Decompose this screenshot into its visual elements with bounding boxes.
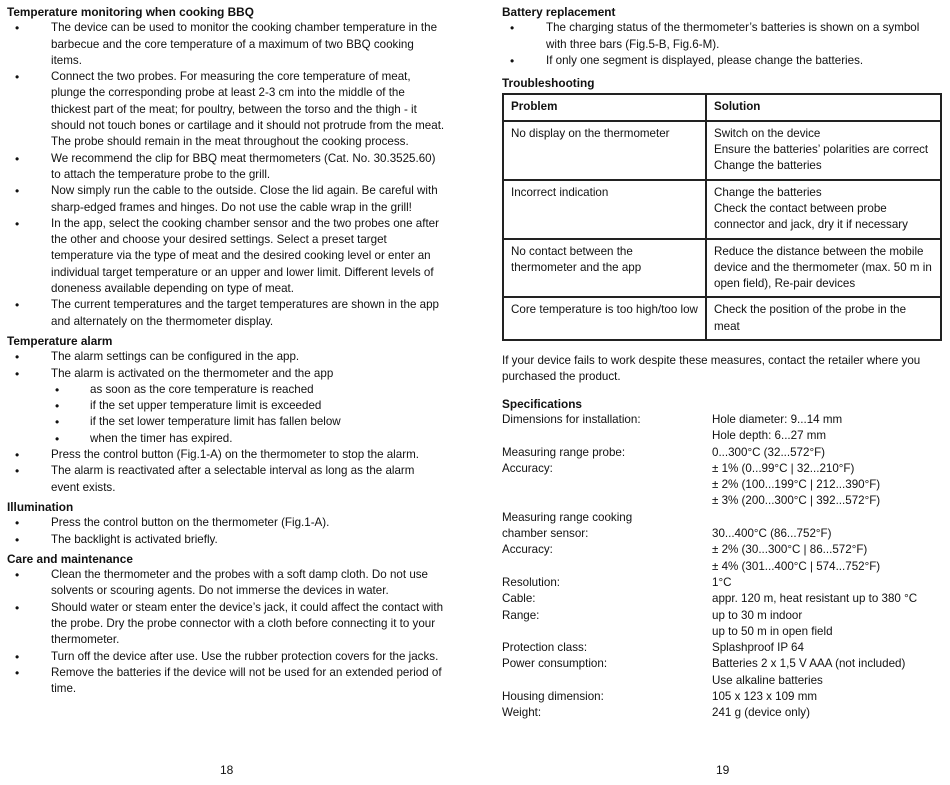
- spec-key: Dimensions for installation:: [502, 412, 641, 426]
- spec-value: Use alkaline batteries: [712, 673, 823, 687]
- spec-row: [502, 445, 942, 461]
- spec-key: Measuring range cooking: [502, 510, 633, 524]
- list-item: • Connect the two probes. For measuring the core temperature of meat, plunge the corresponding probe at least 2-3 cm into the middle of the thickest part of the meat; for poultry, between the torso and the thigh - it should not touch bones or cartilage and it should not protrude from the meat. The probe should remain in the meat throughout the cooking process.: [7, 69, 445, 150]
- spec-key: [502, 559, 712, 575]
- bullet-list: [7, 20, 445, 330]
- spec-key: Power consumption:: [502, 657, 608, 671]
- sub-list-item: • as soon as the core temperature is reached: [7, 382, 445, 398]
- spec-row: [502, 705, 942, 721]
- spec-key: [502, 477, 712, 493]
- spec-key: Accuracy:: [502, 461, 553, 475]
- list-item: • Press the control button (Fig.1-A) on the thermometer to stop the alarm.: [7, 447, 445, 463]
- section-title: Battery replacement: [502, 5, 616, 19]
- list-item: • The current temperatures and the target temperatures are shown in the app and alternately on the thermometer display.: [7, 297, 445, 330]
- spec-row: [502, 428, 942, 444]
- spec-row: [502, 542, 942, 558]
- spec-value: Batteries 2 x 1,5 V AAA (not included): [712, 657, 906, 671]
- retailer-note: If your device fails to work despite these measures, contact the retailer where you purchased the product.: [502, 354, 921, 384]
- spec-key: Range:: [502, 608, 540, 622]
- solution-cell: [706, 121, 941, 180]
- list-item: • In the app, select the cooking chamber sensor and the two probes one after the other and choose your desired settings. Select a preset target temperature via the type of meat and the desired cooking level or enter an individual target temperature or an upper and lower limit. Different levels of doneness available depending on type of meat.: [7, 216, 445, 297]
- spec-value: [712, 510, 942, 526]
- list-item: • Should water or steam enter the device’s jack, it could affect the contact with the probe. Dry the probe connector with a cloth before connecting it to your thermometer.: [7, 600, 445, 649]
- section-temperature-alarm: [7, 333, 445, 496]
- spec-key: Accuracy:: [502, 543, 553, 557]
- spec-value: Hole depth: 6...27 mm: [712, 429, 827, 443]
- spec-value: Hole diameter: 9...14 mm: [712, 412, 843, 426]
- spec-row: [502, 412, 942, 428]
- spec-value: Splashproof IP 64: [712, 641, 804, 655]
- spec-row: [502, 673, 942, 689]
- problem-cell: Incorrect indication: [503, 180, 706, 239]
- problem-cell: No display on the thermometer: [503, 121, 706, 180]
- list-item: • The alarm settings can be configured in the app.: [7, 349, 445, 365]
- spec-row: [502, 591, 942, 607]
- spec-row: [502, 624, 942, 640]
- table-header-row: [503, 94, 941, 120]
- spec-key: Weight:: [502, 706, 542, 720]
- spec-value: 241 g (device only): [712, 706, 810, 720]
- section-title: Specifications: [502, 396, 582, 411]
- section-specifications: [502, 396, 942, 722]
- spec-row: [502, 608, 942, 624]
- spec-key: chamber sensor:: [502, 527, 589, 541]
- list-item: • The alarm is activated on the thermometer and the app: [7, 366, 445, 382]
- spec-value: ± 2% (30...300°C | 86...572°F): [712, 543, 868, 557]
- section-title: Temperature monitoring when cooking BBQ: [7, 5, 254, 19]
- spec-value: 105 x 123 x 109 mm: [712, 689, 818, 703]
- section-illumination: [7, 499, 445, 548]
- list-item: • Remove the batteries if the device will not be used for an extended period of time.: [7, 665, 445, 698]
- list-item: • The alarm is reactivated after a selectable interval as long as the alarm event exists.: [7, 463, 445, 496]
- header-solution: Solution: [706, 94, 941, 120]
- solution-cell: [706, 297, 941, 340]
- list-item: • The backlight is activated briefly.: [7, 532, 445, 548]
- spec-row: [502, 559, 942, 575]
- spec-value: 0...300°C (32...572°F): [712, 445, 826, 459]
- section-temperature-monitoring: [7, 4, 445, 330]
- sub-list-item: • if the set upper temperature limit is exceeded: [7, 398, 445, 414]
- spec-value: up to 50 m in open field: [712, 624, 833, 638]
- sub-list-item: • if the set lower temperature limit has fallen below: [7, 414, 445, 430]
- solution-cell: [706, 239, 941, 298]
- list-item: • Press the control button on the thermometer (Fig.1-A).: [7, 515, 445, 531]
- bullet-list: [7, 515, 445, 548]
- section-battery: [502, 4, 942, 69]
- problem-cell: Core temperature is too high/too low: [503, 297, 706, 340]
- section-title: Care and maintenance: [7, 551, 133, 566]
- spec-list: [502, 412, 942, 722]
- spec-value: ± 1% (0...99°C | 32...210°F): [712, 461, 855, 475]
- spec-row: [502, 477, 942, 493]
- table-row: [503, 239, 941, 298]
- spec-key: [502, 624, 712, 640]
- spec-key: Measuring range probe:: [502, 445, 626, 459]
- spec-key: Protection class:: [502, 641, 588, 655]
- sub-list-item: • when the timer has expired.: [7, 431, 445, 447]
- spec-row: [502, 575, 942, 591]
- spec-row: [502, 656, 942, 672]
- section-title: Illumination: [7, 499, 74, 514]
- solution-line: Reduce the distance between the mobile device and the thermometer (max. 50 m in open field), Re-pair devices: [714, 244, 932, 291]
- left-page: [7, 4, 445, 700]
- spec-row: [502, 510, 942, 526]
- bullet-list: [502, 20, 942, 69]
- list-item: • Clean the thermometer and the probes with a soft damp cloth. Do not use solvents or scouring agents. Do not immerse the devices in water.: [7, 567, 445, 600]
- spec-row: [502, 493, 942, 509]
- page-number-left: 18: [220, 763, 234, 777]
- table-row: [503, 297, 941, 340]
- list-item: • The device can be used to monitor the cooking chamber temperature in the barbecue and the core temperature of a maximum of two BBQ cooking items.: [7, 20, 445, 69]
- solution-line: Change the batteries: [714, 185, 822, 199]
- spec-value: 1°C: [712, 575, 732, 589]
- table-row: [503, 121, 941, 180]
- bullet-list: [7, 349, 445, 496]
- section-title: Troubleshooting: [502, 76, 595, 91]
- spec-key: Housing dimension:: [502, 689, 604, 703]
- spec-value: 30...400°C (86...752°F): [712, 527, 832, 541]
- spec-value: ± 2% (100...199°C | 212...390°F): [712, 478, 881, 492]
- list-item: • Turn off the device after use. Use the rubber protection covers for the jacks.: [7, 649, 445, 665]
- solution-line: Ensure the batteries’ polarities are correct: [714, 143, 929, 157]
- solution-line: Check the position of the probe in the meat: [714, 303, 907, 333]
- list-item: • If only one segment is displayed, please change the batteries.: [502, 53, 942, 69]
- spec-key: [502, 428, 712, 444]
- spec-value: ± 4% (301...400°C | 574...752°F): [712, 559, 881, 573]
- spec-row: [502, 461, 942, 477]
- section-troubleshooting: [502, 75, 942, 341]
- problem-cell: No contact between the thermometer and the app: [503, 239, 706, 298]
- spec-key: [502, 673, 712, 689]
- right-page: [502, 4, 942, 722]
- spec-row: [502, 526, 942, 542]
- spec-key: [502, 493, 712, 509]
- page-number-right: 19: [716, 763, 730, 777]
- solution-cell: [706, 180, 941, 239]
- section-title: Temperature alarm: [7, 333, 113, 348]
- spec-row: [502, 640, 942, 656]
- table-row: [503, 180, 941, 239]
- spec-value: up to 30 m indoor: [712, 608, 803, 622]
- list-item: • The charging status of the thermometer’s batteries is shown on a symbol with three bars (Fig.5-B, Fig.6-M).: [502, 20, 942, 53]
- list-item: • We recommend the clip for BBQ meat thermometers (Cat. No. 30.3525.60) to attach the temperature probe to the grill.: [7, 151, 445, 184]
- section-care-maintenance: [7, 551, 445, 698]
- solution-line: Change the batteries: [714, 159, 822, 173]
- bullet-list: [7, 567, 445, 697]
- header-problem: Problem: [503, 94, 706, 120]
- spec-value: ± 3% (200...300°C | 392...572°F): [712, 494, 881, 508]
- spec-value: appr. 120 m, heat resistant up to 380 °C: [712, 592, 918, 606]
- spec-row: [502, 689, 942, 705]
- list-item: • Now simply run the cable to the outside. Close the lid again. Be careful with sharp-edged frames and hinges. Do not use the cable wrap in the grill!: [7, 183, 445, 216]
- spec-key: Resolution:: [502, 575, 561, 589]
- solution-line: Check the contact between probe connector and jack, dry it if necessary: [714, 201, 908, 232]
- solution-line: Switch on the device: [714, 126, 821, 140]
- troubleshooting-table: [502, 93, 942, 341]
- spec-key: Cable:: [502, 592, 536, 606]
